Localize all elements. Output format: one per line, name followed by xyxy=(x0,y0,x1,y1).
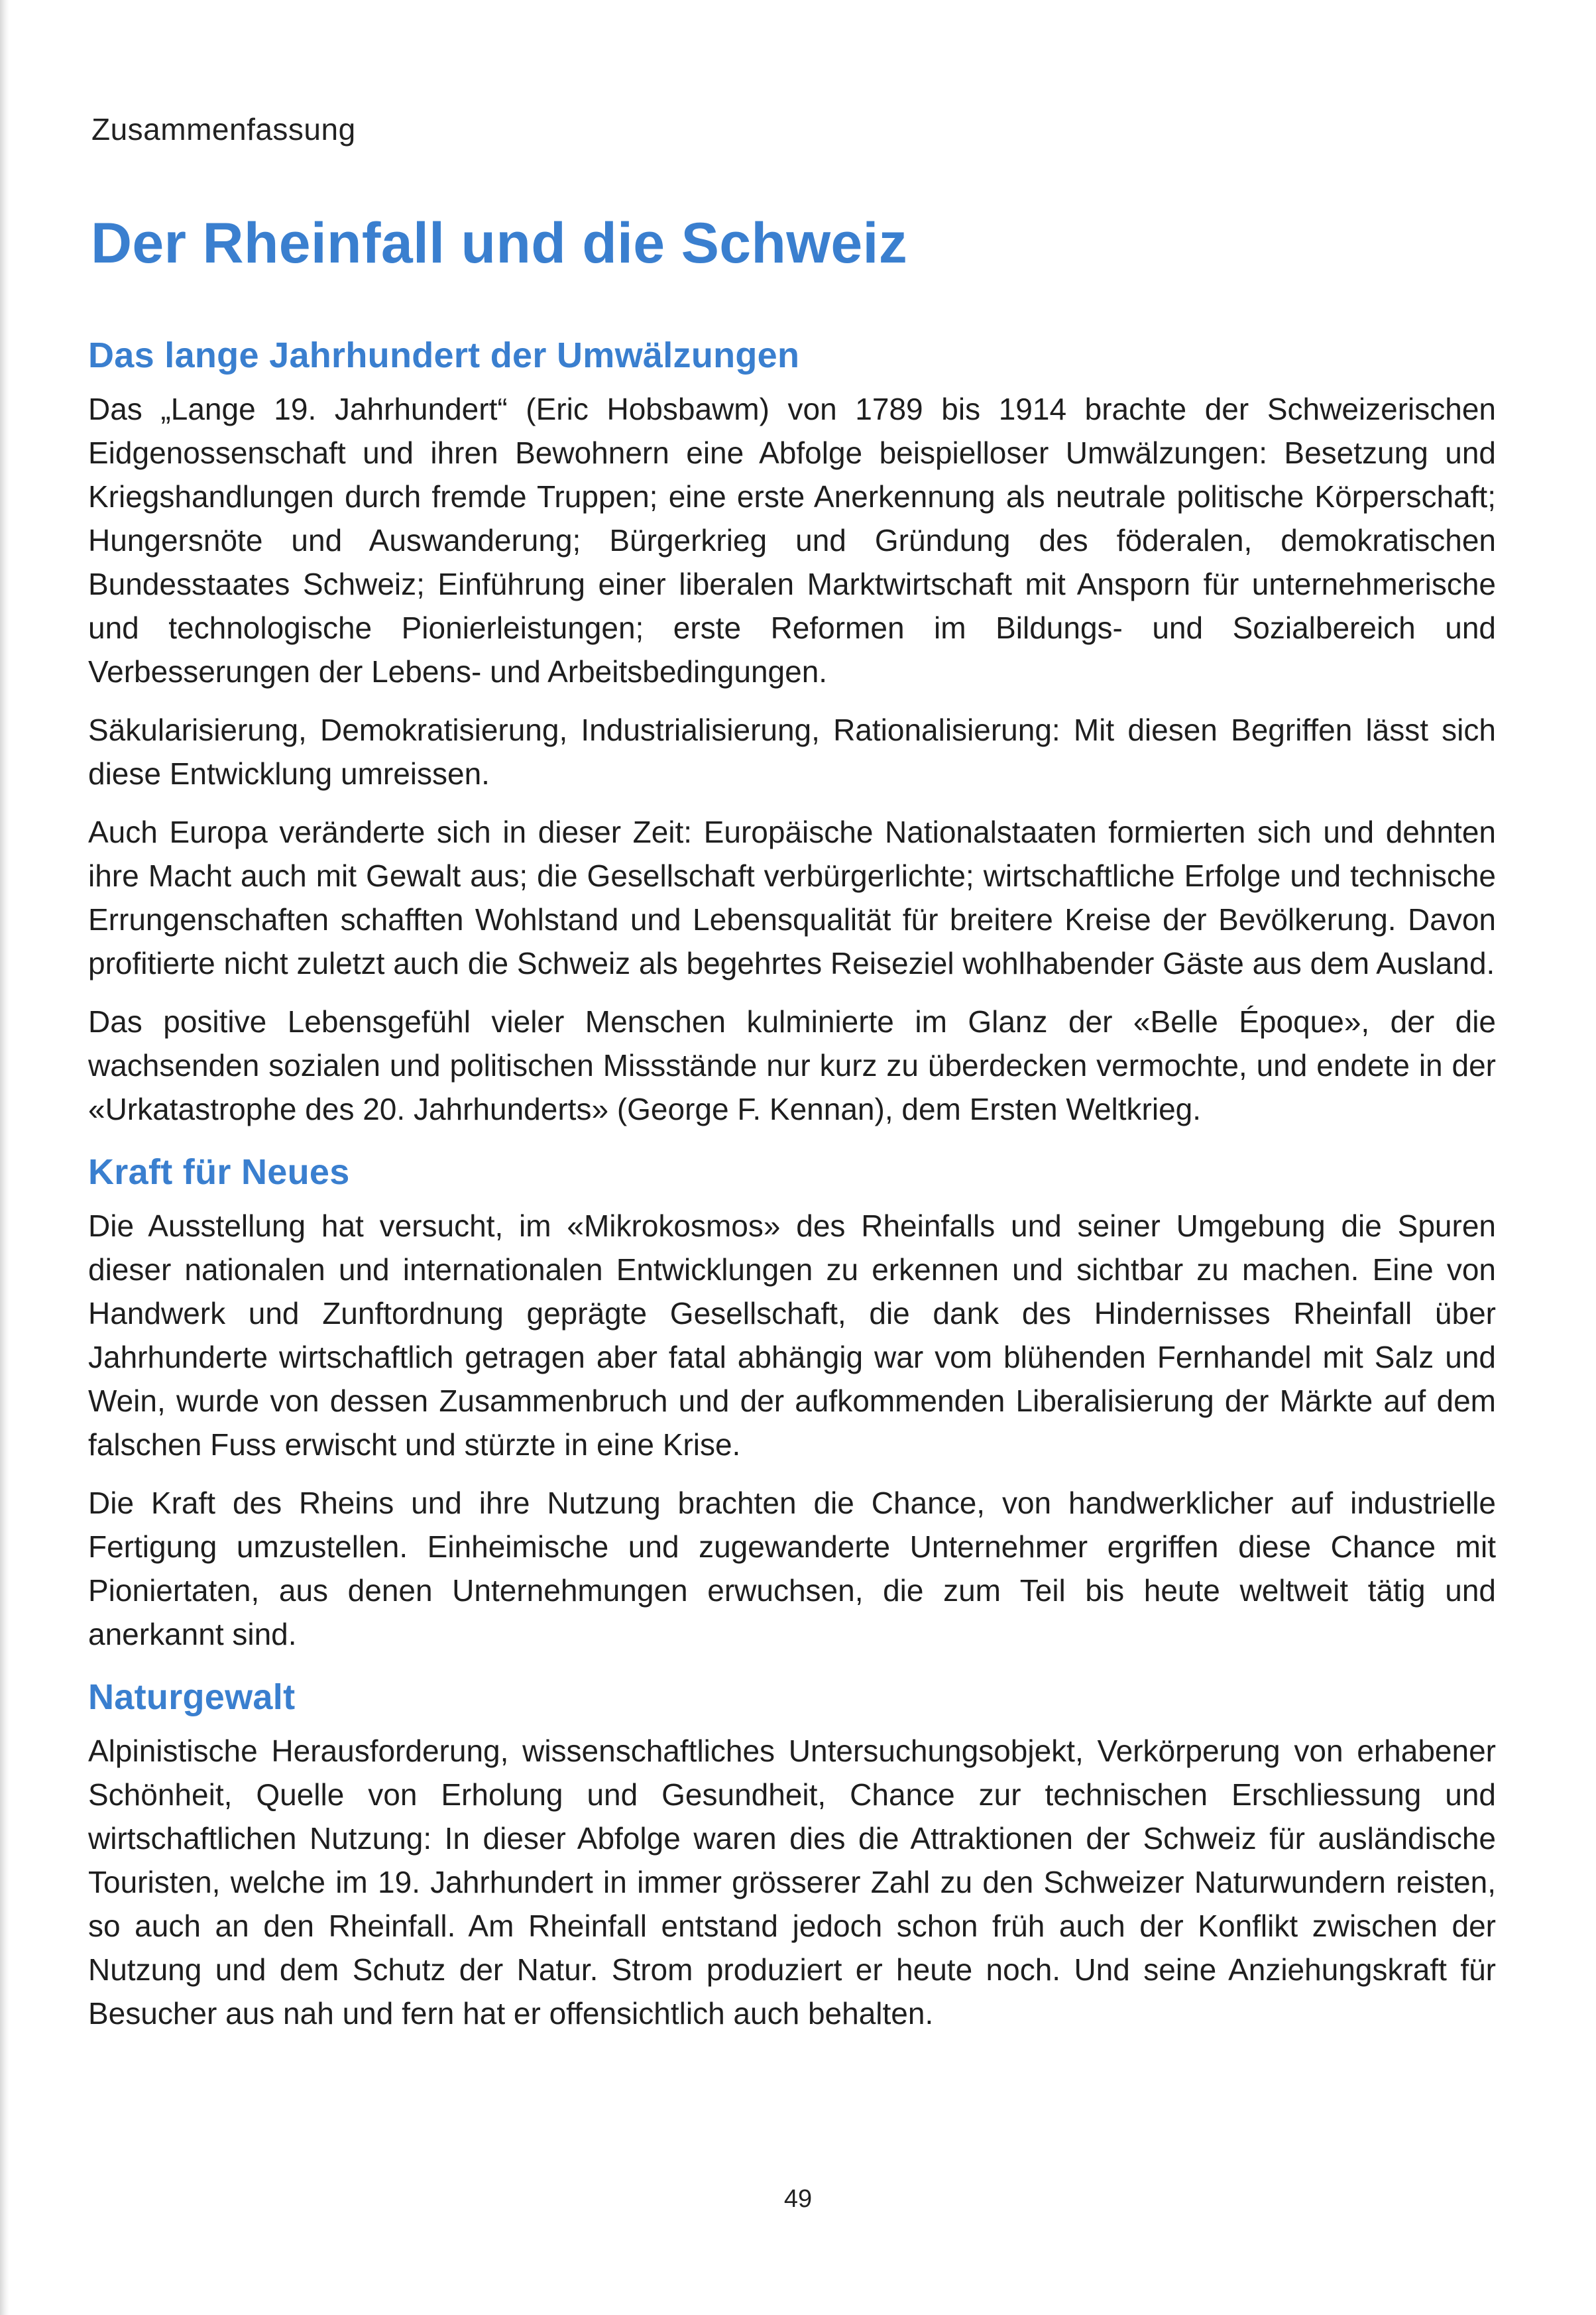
paragraph: Das positive Lebensgefühl vieler Menschen kulminierte im Glanz der «Belle Époque», der die wachsenden sozialen und politischen Missstände nur kurz zu überdecken vermochte, und endete in der «Urkatastrophe des 20. Jahrhunderts» (George F. Kennan), dem Ersten Weltkrieg. xyxy=(88,1004,1496,1126)
page-number: 49 xyxy=(783,2185,813,2213)
section-naturgewalt xyxy=(88,1671,1496,2035)
page-kicker: Zusammenfassung xyxy=(91,112,356,147)
section-heading: Das lange Jahrhundert der Umwälzungen xyxy=(88,335,800,375)
paragraph: Das „Lange 19. Jahrhundert“ (Eric Hobsbawm) von 1789 bis 1914 brachte der Schweizerischen Eidgenossenschaft und ihren Bewohnern eine Abfolge beispielloser Umwälzungen: Besetzung und Kriegshandlungen durch fremde Truppen; eine erste Anerkennung als neutrale politische Körperschaft; Hungersnöte und Auswanderung; Bürgerkrieg und Gründung des föderalen, demokratischen Bundesstaates Schweiz; Einführung einer liberalen Marktwirtschaft mit Ansporn für unternehmerische und technologische Pionierleistungen; erste Reformen im Bildungs- und Sozialbereich und Verbesserungen der Lebens- und Arbeitsbedingungen. xyxy=(88,392,1496,689)
page-title: Der Rheinfall und die Schweiz xyxy=(91,211,908,275)
paragraph: Alpinistische Herausforderung, wissenschaftliches Untersuchungsobjekt, Verkörperung von erhabener Schönheit, Quelle von Erholung und Gesundheit, Chance zur technischen Erschliessung und wirtschaftlichen Nutzung: In dieser Abfolge waren dies die Attraktionen der Schweiz für ausländische Touristen, welche im 19. Jahrhundert in immer grösserer Zahl zu den Schweizer Naturwundern reisten, so auch an den Rheinfall. Am Rheinfall entstand jedoch schon früh auch der Konflikt zwischen der Nutzung und dem Schutz der Natur. Strom produziert er heute noch. Und seine Anziehungskraft für Besucher aus nah und fern hat er offensichtlich auch behalten. xyxy=(88,1734,1496,2031)
section-umwaelzungen xyxy=(88,329,1496,1131)
paragraph: Die Kraft des Rheins und ihre Nutzung brachten die Chance, von handwerklicher auf industrielle Fertigung umzustellen. Einheimische und zugewanderte Unternehmer ergriffen diese Chance mit Pioniertaten, aus denen Unternehmungen erwuchsen, die zum Teil bis heute weltweit tätig und anerkannt sind. xyxy=(88,1486,1496,1651)
section-heading: Naturgewalt xyxy=(88,1677,296,1717)
paragraph: Die Ausstellung hat versucht, im «Mikrokosmos» des Rheinfalls und seiner Umgebung die Spuren dieser nationalen und internationalen Entwicklungen zu erkennen und sichtbar zu machen. Eine von Handwerk und Zunftordnung geprägte Gesellschaft, die dank des Hindernisses Rheinfall über Jahrhunderte wirtschaftlich getragen aber fatal abhängig war vom blühenden Fernhandel mit Salz und Wein, wurde von dessen Zusammenbruch und der aufkommenden Liberalisierung der Märkte auf dem falschen Fuss erwischt und stürzte in eine Krise. xyxy=(88,1209,1496,1462)
main-content xyxy=(88,329,1496,2050)
page-edge-shadow xyxy=(0,0,9,2315)
section-kraft-fuer-neues xyxy=(88,1146,1496,1656)
section-heading: Kraft für Neues xyxy=(88,1152,350,1192)
paragraph: Säkularisierung, Demokratisierung, Industrialisierung, Rationalisierung: Mit diesen Begriffen lässt sich diese Entwicklung umreissen. xyxy=(88,713,1496,791)
paragraph: Auch Europa veränderte sich in dieser Zeit: Europäische Nationalstaaten formierten sich und dehnten ihre Macht auch mit Gewalt aus; die Gesellschaft verbürgerlichte; wirtschaftliche Erfolge und technische Errungenschaften schafften Wohlstand und Lebensqualität für breitere Kreise der Bevölkerung. Davon profitierte nicht zuletzt auch die Schweiz als begehrtes Reiseziel wohlhabender Gäste aus dem Ausland. xyxy=(88,815,1496,980)
